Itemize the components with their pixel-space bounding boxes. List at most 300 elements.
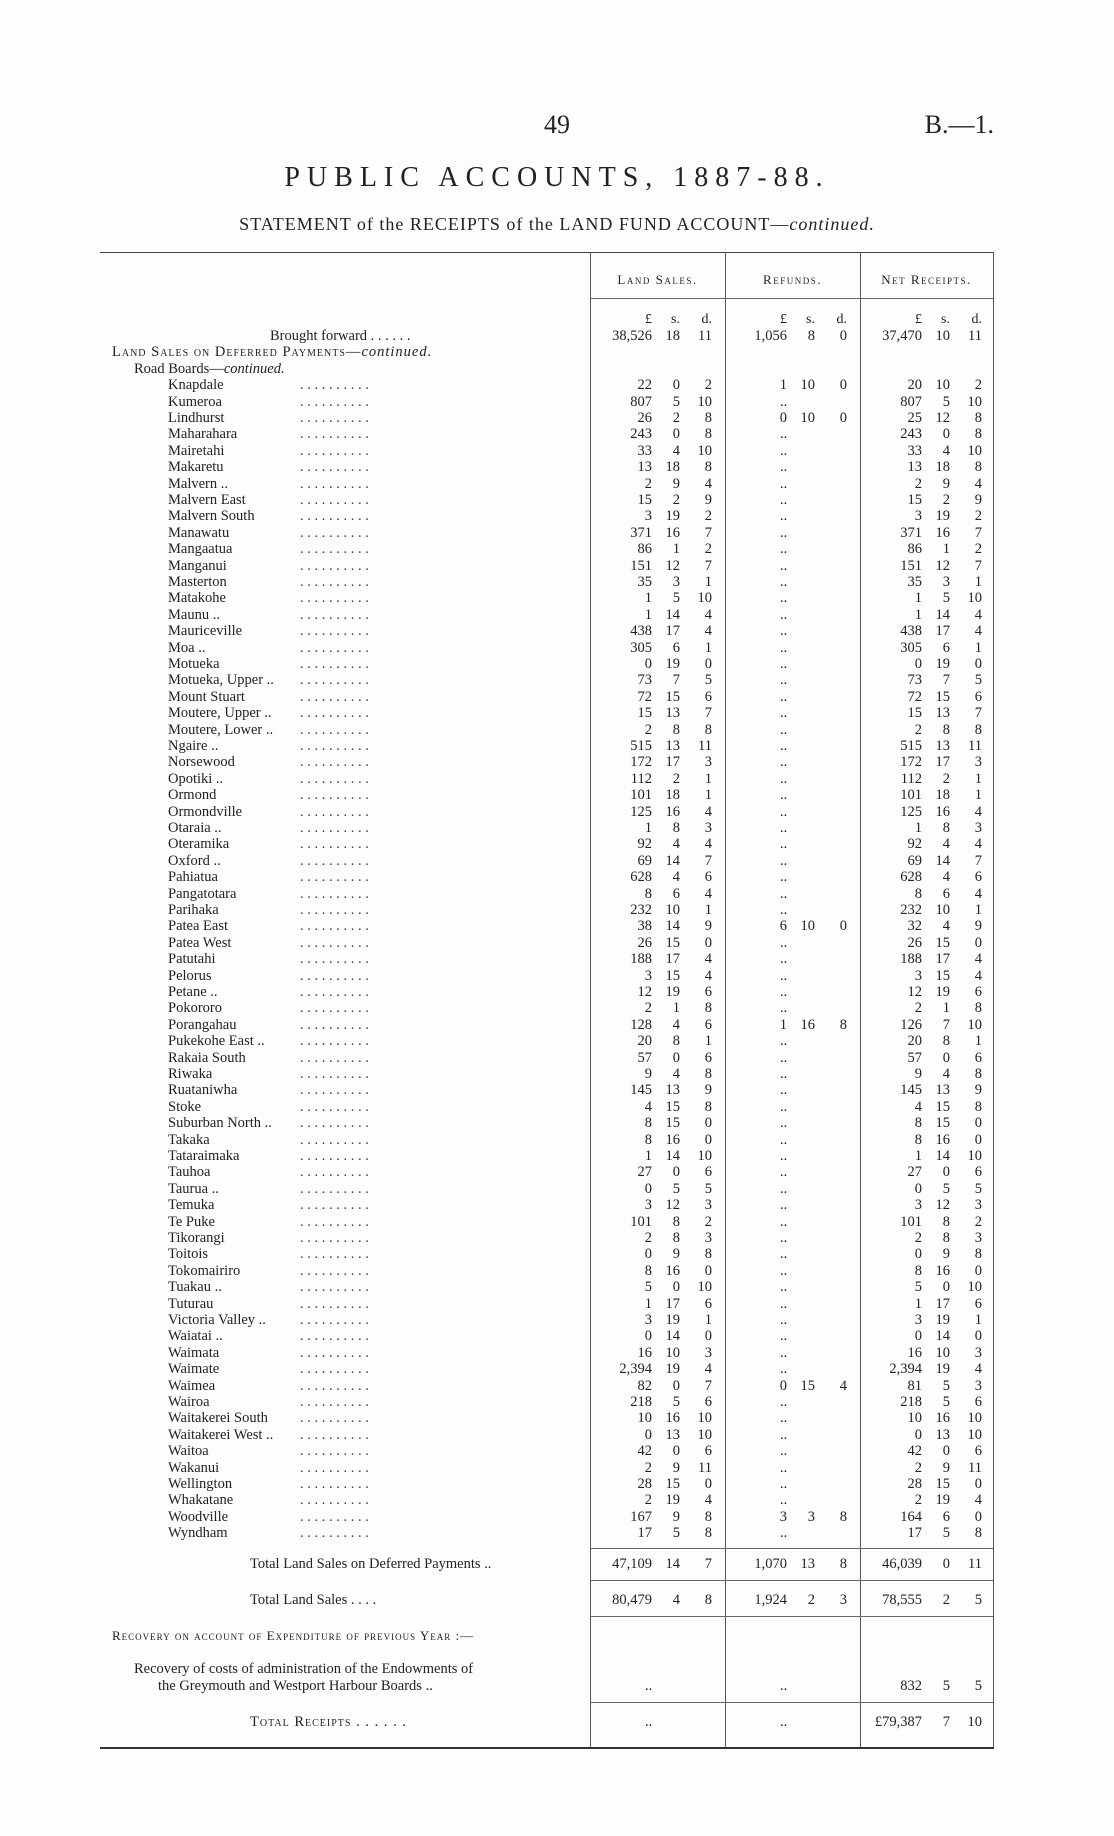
document-reference: B.—1. bbox=[924, 110, 994, 139]
net-receipts-amount bbox=[860, 1246, 995, 1263]
road-board-name: Mangaatua bbox=[168, 541, 233, 558]
refunds-amount-dots: .. bbox=[780, 1361, 788, 1378]
net-receipts-amount-shillings: 15 bbox=[935, 1098, 950, 1115]
table-row bbox=[100, 935, 994, 952]
land-sales-amount-pence: 11 bbox=[698, 1459, 712, 1476]
refunds-amount-dots: .. bbox=[780, 1049, 788, 1066]
net-receipts-amount-shillings: 15 bbox=[935, 688, 950, 705]
refunds-amount-dots: .. bbox=[780, 1131, 788, 1148]
unit-label: d. bbox=[836, 312, 847, 327]
land-sales-amount-pence: 7 bbox=[704, 1377, 712, 1394]
table-row bbox=[100, 640, 994, 657]
land-sales-amount-shillings: 1 bbox=[672, 541, 680, 558]
refunds-amount bbox=[725, 705, 860, 722]
total-receipts-net-pence: 10 bbox=[967, 1714, 982, 1730]
road-board-name: Maharahara bbox=[168, 426, 238, 443]
land-sales-amount-pounds: 2 bbox=[644, 475, 652, 492]
net-receipts-amount-pounds: 218 bbox=[900, 1394, 922, 1410]
net-receipts-amount-pounds: 1 bbox=[914, 606, 922, 623]
net-receipts-amount bbox=[860, 787, 995, 804]
refunds-amount bbox=[725, 1050, 860, 1067]
net-receipts-amount-pence: 1 bbox=[974, 902, 982, 918]
refunds-amount-dots: .. bbox=[780, 1246, 788, 1263]
leader-dots: . . . . . . . . . . bbox=[300, 377, 369, 394]
leader-dots: . . . . . . . . . . bbox=[300, 852, 369, 869]
leader-dots: . . . . . . . . . . bbox=[300, 836, 369, 853]
leader-dots: . . . . . . . . . . bbox=[300, 721, 369, 738]
land-sales-amount-shillings: 9 bbox=[672, 1508, 680, 1525]
net-receipts-amount-pounds: 92 bbox=[907, 836, 922, 853]
refunds-amount-dots: .. bbox=[780, 1279, 788, 1296]
net-receipts-amount bbox=[860, 1345, 995, 1362]
net-receipts-amount-pounds: 0 bbox=[914, 1426, 922, 1443]
table-row bbox=[100, 787, 994, 804]
refunds-amount bbox=[725, 1328, 860, 1345]
leader-dots: . . . . . . . . . . bbox=[300, 1443, 369, 1460]
land-sales-amount-shillings: 19 bbox=[665, 984, 680, 1000]
net-receipts-amount bbox=[860, 1115, 995, 1132]
land-sales-amount-shillings: 5 bbox=[672, 590, 680, 607]
net-receipts-amount-pounds: 807 bbox=[900, 393, 922, 410]
land-sales-amount bbox=[590, 1361, 725, 1378]
refunds-amount-pounds: 3 bbox=[779, 1508, 787, 1525]
refunds-amount-dots: .. bbox=[780, 705, 788, 722]
net-receipts-amount bbox=[860, 492, 995, 509]
land-sales-amount bbox=[590, 1296, 725, 1313]
table-row bbox=[100, 705, 994, 722]
refunds-amount bbox=[725, 377, 860, 394]
net-receipts-amount-shillings: 16 bbox=[935, 1410, 950, 1427]
land-sales-amount bbox=[590, 1033, 725, 1050]
land-sales-amount bbox=[590, 377, 725, 394]
land-sales-amount-shillings: 18 bbox=[665, 787, 680, 804]
land-sales-amount-pence: 7 bbox=[704, 524, 712, 541]
land-sales-amount-pounds: 27 bbox=[637, 1164, 652, 1181]
land-sales-amount bbox=[590, 623, 725, 640]
page-number: 49 bbox=[544, 110, 570, 139]
refunds-amount-dots: .. bbox=[780, 574, 788, 590]
bf-refunds-pounds: 1,056 bbox=[754, 328, 787, 344]
table-row bbox=[100, 1394, 994, 1411]
table-row bbox=[100, 1230, 994, 1247]
land-sales-amount-pence: 1 bbox=[704, 639, 712, 656]
leader-dots: . . . . . . . . . . bbox=[300, 442, 369, 459]
net-receipts-amount-shillings: 1 bbox=[942, 541, 950, 558]
net-receipts-amount-pence: 7 bbox=[974, 524, 982, 541]
refunds-amount-pence: 0 bbox=[839, 410, 847, 426]
table-row bbox=[100, 1279, 994, 1296]
refunds-amount-dots: .. bbox=[780, 1066, 788, 1082]
net-receipts-amount-pounds: 2 bbox=[914, 1000, 922, 1017]
land-sales-amount-shillings: 2 bbox=[672, 410, 680, 426]
net-receipts-amount bbox=[860, 771, 995, 788]
refunds-amount bbox=[725, 1296, 860, 1313]
leader-dots: . . . . . . . . . . bbox=[300, 1394, 369, 1410]
table-row bbox=[100, 377, 994, 394]
refunds-amount-dots: .. bbox=[780, 754, 788, 771]
net-receipts-amount-shillings: 16 bbox=[935, 803, 950, 820]
refunds-amount-dots: .. bbox=[780, 623, 788, 640]
net-receipts-amount-shillings: 5 bbox=[942, 1377, 950, 1394]
land-sales-amount bbox=[590, 902, 725, 919]
table-row bbox=[100, 1410, 994, 1427]
land-sales-amount bbox=[590, 476, 725, 493]
net-receipts-amount-pence: 1 bbox=[974, 1312, 982, 1328]
net-receipts-amount-shillings: 19 bbox=[935, 656, 950, 672]
refunds-amount-dots: .. bbox=[780, 1230, 788, 1246]
net-receipts-amount-pence: 6 bbox=[974, 984, 982, 1000]
unit-label: £ bbox=[645, 312, 652, 327]
total-deferred-refunds-pounds: 1,070 bbox=[754, 1555, 787, 1572]
road-board-name: Stoke bbox=[168, 1098, 202, 1115]
land-sales-amount-pence: 11 bbox=[698, 738, 712, 754]
land-sales-amount bbox=[590, 1082, 725, 1099]
refunds-amount-dots: .. bbox=[780, 1164, 788, 1181]
net-receipts-amount-pence: 3 bbox=[974, 754, 982, 771]
road-board-name: Masterton bbox=[168, 574, 227, 590]
total-land-sales-land-sales-pence: 8 bbox=[704, 1592, 712, 1608]
refunds-amount bbox=[725, 574, 860, 591]
land-sales-amount bbox=[590, 754, 725, 771]
land-sales-amount bbox=[590, 410, 725, 427]
land-sales-amount bbox=[590, 1328, 725, 1345]
refunds-amount bbox=[725, 492, 860, 509]
unit-label: £ bbox=[780, 312, 787, 327]
net-receipts-amount-shillings: 8 bbox=[942, 1213, 950, 1230]
table-row bbox=[100, 836, 994, 853]
land-sales-amount bbox=[590, 1279, 725, 1296]
net-receipts-amount-pence: 4 bbox=[974, 1361, 982, 1378]
leader-dots: . . . . . . . . . . bbox=[300, 1312, 369, 1328]
recovery-land-sales-dots: .. bbox=[645, 1677, 653, 1694]
road-board-name: Tataraimaka bbox=[168, 1148, 240, 1164]
road-board-name: Victoria Valley .. bbox=[168, 1312, 266, 1328]
net-receipts-amount-pounds: 3 bbox=[914, 967, 922, 984]
land-sales-amount bbox=[590, 771, 725, 788]
land-sales-amount-pence: 8 bbox=[704, 1525, 712, 1542]
land-sales-amount-pence: 0 bbox=[704, 656, 712, 672]
land-sales-amount-pence: 6 bbox=[704, 869, 712, 886]
road-board-name: Waimate bbox=[168, 1361, 220, 1378]
net-receipts-amount-pounds: 1 bbox=[914, 820, 922, 836]
land-sales-amount-pence: 10 bbox=[697, 393, 712, 410]
leader-dots: . . . . . . . . . . bbox=[300, 1016, 369, 1033]
road-board-name: Motueka bbox=[168, 656, 220, 672]
land-sales-amount bbox=[590, 935, 725, 952]
net-receipts-amount-shillings: 10 bbox=[935, 377, 950, 394]
leader-dots: . . . . . . . . . . bbox=[300, 1197, 369, 1214]
road-board-name: Patutahi bbox=[168, 951, 216, 968]
land-sales-amount-pence: 3 bbox=[704, 754, 712, 771]
net-receipts-amount-shillings: 16 bbox=[935, 1131, 950, 1148]
refunds-amount bbox=[725, 590, 860, 607]
leader-dots: . . . . . . . . . . bbox=[300, 606, 369, 623]
total-deferred-refunds bbox=[725, 1556, 860, 1573]
land-sales-amount bbox=[590, 738, 725, 755]
refunds-amount bbox=[725, 1361, 860, 1378]
land-sales-amount-pence: 6 bbox=[704, 1394, 712, 1410]
net-receipts-amount-pounds: 27 bbox=[907, 1164, 922, 1181]
net-receipts-amount-pounds: 17 bbox=[907, 1525, 922, 1542]
net-receipts-amount-pence: 4 bbox=[974, 623, 982, 640]
leader-dots: . . . . . . . . . . bbox=[300, 1279, 369, 1296]
leader-dots: . . . . . . . . . . bbox=[300, 1066, 369, 1082]
refunds-amount-dots: .. bbox=[780, 1328, 788, 1345]
refunds-amount bbox=[725, 623, 860, 640]
land-sales-amount-pence: 3 bbox=[704, 1197, 712, 1214]
net-receipts-amount-pounds: 2 bbox=[914, 1492, 922, 1509]
refunds-amount bbox=[725, 476, 860, 493]
table-row bbox=[100, 1296, 994, 1313]
net-receipts-amount-pence: 1 bbox=[974, 770, 982, 787]
land-sales-amount-shillings: 6 bbox=[672, 639, 680, 656]
net-receipts-amount bbox=[860, 459, 995, 476]
net-receipts-amount-pence: 10 bbox=[967, 393, 982, 410]
road-board-name: Tokomairiro bbox=[168, 1262, 241, 1279]
net-receipts-amount-pence: 9 bbox=[974, 1082, 982, 1099]
table-row bbox=[100, 443, 994, 460]
net-receipts-amount-shillings: 8 bbox=[942, 1033, 950, 1050]
land-sales-amount-pence: 8 bbox=[704, 1246, 712, 1263]
total-land-sales-refunds-pence: 3 bbox=[839, 1592, 847, 1608]
land-sales-amount-pence: 1 bbox=[704, 902, 712, 918]
land-sales-amount-pence: 3 bbox=[704, 1344, 712, 1361]
road-board-name: Patea East bbox=[168, 918, 228, 935]
net-receipts-amount-pence: 5 bbox=[974, 1180, 982, 1197]
refunds-amount-pounds: 0 bbox=[779, 1377, 787, 1394]
refunds-amount bbox=[725, 1000, 860, 1017]
refunds-amount bbox=[725, 1410, 860, 1427]
land-sales-amount-shillings: 4 bbox=[672, 869, 680, 886]
net-receipts-amount-pounds: 8 bbox=[914, 885, 922, 902]
net-receipts-amount-pence: 11 bbox=[968, 738, 982, 754]
net-receipts-amount bbox=[860, 1181, 995, 1198]
net-receipts-amount-pence: 3 bbox=[974, 820, 982, 836]
unit-label: d. bbox=[971, 312, 982, 327]
table-row bbox=[100, 1246, 994, 1263]
recovery-top-rule bbox=[590, 1616, 993, 1617]
refunds-amount-pence: 8 bbox=[839, 1016, 847, 1033]
net-receipts-amount-pounds: 2 bbox=[914, 475, 922, 492]
net-receipts-amount-pounds: 0 bbox=[914, 1180, 922, 1197]
land-sales-amount-pounds: 515 bbox=[630, 738, 652, 754]
leader-dots: . . . . . . . . . . bbox=[300, 1213, 369, 1230]
net-receipts-amount-shillings: 10 bbox=[935, 902, 950, 918]
land-sales-amount-shillings: 14 bbox=[665, 918, 680, 935]
land-sales-amount-pence: 1 bbox=[704, 787, 712, 804]
land-sales-amount-pounds: 128 bbox=[630, 1016, 652, 1033]
road-board-name: Mount Stuart bbox=[168, 688, 245, 705]
net-receipts-amount-shillings: 5 bbox=[942, 393, 950, 410]
net-receipts-amount bbox=[860, 476, 995, 493]
land-sales-amount-pence: 6 bbox=[704, 1443, 712, 1460]
table-row bbox=[100, 1033, 994, 1050]
table-row bbox=[100, 476, 994, 493]
refunds-amount-dots: .. bbox=[780, 639, 788, 656]
land-sales-amount bbox=[590, 1525, 725, 1542]
land-sales-amount-pence: 10 bbox=[697, 1279, 712, 1296]
leader-dots: . . . . . . . . . . bbox=[300, 1164, 369, 1181]
land-sales-amount-pounds: 218 bbox=[630, 1394, 652, 1410]
refunds-amount-dots: .. bbox=[780, 984, 788, 1000]
table-row bbox=[100, 1361, 994, 1378]
road-board-name: Waiatai .. bbox=[168, 1328, 223, 1345]
land-sales-amount-pounds: 20 bbox=[637, 1033, 652, 1050]
net-receipts-amount-shillings: 14 bbox=[935, 852, 950, 869]
net-receipts-amount-pounds: 2,394 bbox=[889, 1361, 922, 1378]
net-receipts-amount-pounds: 515 bbox=[900, 738, 922, 754]
total-deferred-land-sales-shillings: 14 bbox=[665, 1555, 680, 1572]
net-receipts-amount-shillings: 8 bbox=[942, 820, 950, 836]
net-receipts-amount bbox=[860, 1017, 995, 1034]
net-receipts-amount-pounds: 12 bbox=[907, 984, 922, 1000]
net-receipts-amount-pence: 0 bbox=[974, 1115, 982, 1132]
road-board-name: Wairoa bbox=[168, 1394, 210, 1410]
land-sales-amount bbox=[590, 1214, 725, 1231]
land-sales-amount-shillings: 14 bbox=[665, 1328, 680, 1345]
refunds-amount-dots: .. bbox=[780, 869, 788, 886]
total-land-sales-land-sales bbox=[590, 1592, 725, 1609]
land-sales-amount bbox=[590, 1017, 725, 1034]
net-receipts-amount-pounds: 81 bbox=[907, 1377, 922, 1394]
total-deferred-net-shillings: 0 bbox=[942, 1555, 950, 1572]
refunds-amount-dots: .. bbox=[780, 1148, 788, 1164]
leader-dots: . . . . . . . . . . bbox=[300, 1230, 369, 1246]
land-sales-amount-shillings: 8 bbox=[672, 1033, 680, 1050]
column-header-rule bbox=[590, 298, 993, 299]
table-row bbox=[100, 1443, 994, 1460]
leader-dots: . . . . . . . . . . bbox=[300, 492, 369, 508]
net-receipts-amount bbox=[860, 1427, 995, 1444]
leader-dots: . . . . . . . . . . bbox=[300, 820, 369, 836]
bf-net-shillings: 10 bbox=[935, 328, 950, 344]
land-sales-amount-shillings: 0 bbox=[672, 377, 680, 394]
land-sales-amount-shillings: 5 bbox=[672, 1180, 680, 1197]
land-sales-amount-pounds: 1 bbox=[644, 820, 652, 836]
leader-dots: . . . . . . . . . . bbox=[300, 1131, 369, 1148]
land-sales-amount-pounds: 101 bbox=[630, 787, 652, 804]
land-sales-amount-pounds: 3 bbox=[644, 967, 652, 984]
road-board-name: Woodville bbox=[168, 1508, 229, 1525]
net-receipts-amount-pounds: 20 bbox=[907, 1033, 922, 1050]
refunds-amount-shillings: 3 bbox=[807, 1508, 815, 1525]
land-sales-amount-shillings: 8 bbox=[672, 1230, 680, 1246]
road-board-name: Pokororo bbox=[168, 1000, 222, 1017]
land-sales-amount-pence: 10 bbox=[697, 442, 712, 459]
refunds-amount bbox=[725, 558, 860, 575]
net-receipts-amount-pence: 2 bbox=[974, 508, 982, 525]
recovery-line2: the Greymouth and Westport Harbour Boards .. bbox=[158, 1677, 433, 1694]
road-board-name: Patea West bbox=[168, 934, 232, 951]
net-receipts-amount-pounds: 15 bbox=[907, 705, 922, 722]
land-sales-amount-shillings: 18 bbox=[665, 459, 680, 476]
land-sales-amount-shillings: 8 bbox=[672, 820, 680, 836]
recovery-line1-row bbox=[100, 1661, 994, 1678]
land-sales-amount-pounds: 15 bbox=[637, 705, 652, 722]
net-receipts-amount-shillings: 1 bbox=[942, 1000, 950, 1017]
column-header-refunds: Refunds. bbox=[763, 272, 822, 287]
land-sales-amount-shillings: 2 bbox=[672, 492, 680, 508]
unit-label: £ bbox=[915, 312, 922, 327]
land-sales-amount-shillings: 0 bbox=[672, 1279, 680, 1296]
net-receipts-amount bbox=[860, 935, 995, 952]
land-sales-amount-pounds: 3 bbox=[644, 1312, 652, 1328]
land-sales-amount-pence: 4 bbox=[704, 803, 712, 820]
land-sales-amount-shillings: 13 bbox=[665, 1426, 680, 1443]
net-receipts-amount-shillings: 18 bbox=[935, 459, 950, 476]
land-sales-amount-shillings: 8 bbox=[672, 721, 680, 738]
refunds-amount bbox=[725, 640, 860, 657]
refunds-amount bbox=[725, 1312, 860, 1329]
land-sales-amount-shillings: 16 bbox=[665, 1410, 680, 1427]
net-receipts-amount-pounds: 101 bbox=[900, 787, 922, 804]
total-receipts-net-shillings: 7 bbox=[942, 1714, 950, 1730]
refunds-amount-dots: .. bbox=[780, 541, 788, 558]
table-row bbox=[100, 1525, 994, 1542]
net-receipts-amount-pounds: 0 bbox=[914, 1328, 922, 1345]
net-receipts-amount-pounds: 72 bbox=[907, 688, 922, 705]
land-sales-amount bbox=[590, 1410, 725, 1427]
land-sales-amount-pounds: 3 bbox=[644, 1197, 652, 1214]
land-sales-amount-pounds: 4 bbox=[644, 1098, 652, 1115]
land-sales-amount bbox=[590, 1476, 725, 1493]
land-sales-amount-pence: 4 bbox=[704, 1361, 712, 1378]
refunds-amount-dots: .. bbox=[780, 1476, 788, 1492]
refunds-amount bbox=[725, 1525, 860, 1542]
land-sales-amount-pounds: 13 bbox=[637, 459, 652, 476]
land-sales-amount-shillings: 4 bbox=[672, 442, 680, 459]
refunds-amount-dots: .. bbox=[780, 787, 788, 804]
refunds-amount-dots: .. bbox=[780, 508, 788, 525]
road-board-name: Tikorangi bbox=[168, 1230, 225, 1246]
net-receipts-amount-shillings: 4 bbox=[942, 918, 950, 935]
land-sales-amount bbox=[590, 1181, 725, 1198]
road-board-name: Wakanui bbox=[168, 1459, 220, 1476]
net-receipts-amount bbox=[860, 525, 995, 542]
total-deferred-net-pence: 11 bbox=[968, 1555, 982, 1572]
net-receipts-amount-pence: 5 bbox=[974, 672, 982, 689]
net-receipts-amount-shillings: 19 bbox=[935, 508, 950, 525]
total-land-sales-land-sales-pounds: 80,479 bbox=[612, 1592, 652, 1608]
net-receipts-amount bbox=[860, 1148, 995, 1165]
refunds-amount bbox=[725, 426, 860, 443]
net-receipts-amount-pounds: 16 bbox=[907, 1344, 922, 1361]
land-sales-amount-pounds: 438 bbox=[630, 623, 652, 640]
net-receipts-amount bbox=[860, 968, 995, 985]
net-receipts-amount-pence: 6 bbox=[974, 1394, 982, 1410]
refunds-amount-dots: .. bbox=[780, 1459, 788, 1476]
land-sales-amount-pence: 10 bbox=[697, 1148, 712, 1164]
refunds-amount bbox=[725, 722, 860, 739]
leader-dots: . . . . . . . . . . bbox=[300, 1410, 369, 1427]
net-receipts-amount bbox=[860, 1443, 995, 1460]
net-receipts-amount-pence: 3 bbox=[974, 1197, 982, 1214]
leader-dots: . . . . . . . . . . bbox=[300, 1115, 369, 1132]
net-receipts-amount-pence: 0 bbox=[974, 934, 982, 951]
land-sales-amount-shillings: 0 bbox=[672, 1164, 680, 1181]
section-label-continued: continued. bbox=[361, 344, 433, 361]
net-receipts-amount-pounds: 8 bbox=[914, 1131, 922, 1148]
land-sales-amount bbox=[590, 1263, 725, 1280]
land-sales-amount bbox=[590, 869, 725, 886]
road-board-name: Pangatotara bbox=[168, 885, 237, 902]
leader-dots: . . . . . . . . . . bbox=[300, 1098, 369, 1115]
table-row bbox=[100, 558, 994, 575]
bf-land-sales-shillings: 18 bbox=[665, 328, 680, 344]
road-board-name: Taurua .. bbox=[168, 1180, 219, 1197]
net-receipts-amount bbox=[860, 918, 995, 935]
section-label-text: Land Sales on Deferred Payments— bbox=[112, 344, 362, 361]
